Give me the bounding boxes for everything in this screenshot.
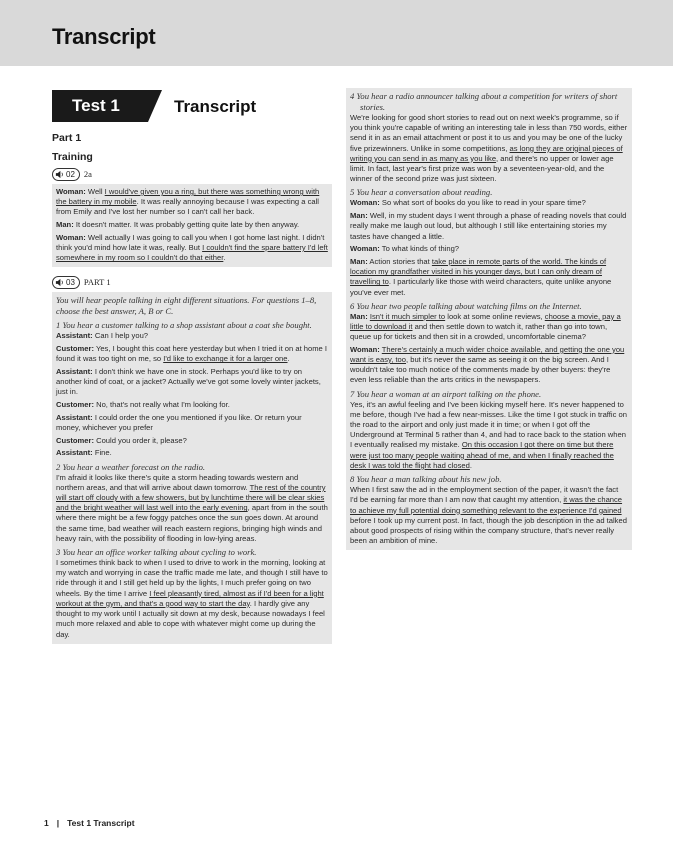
- part1-transcript-continued: [346, 88, 632, 550]
- transcript-line: Woman: There's certainly a much wider choice available, and getting the one you want is easy, too, but it's never the same as seeing it on the big screen. And I wouldn't take too much notice of the comments made by other buyers: they're even less reliable than the arts critics in the newspapers.: [350, 344, 625, 385]
- training-transcript: [52, 184, 332, 267]
- transcript-line: Assistant: I could order the one you mentioned if you like. Or return your money, whichever you prefer: [56, 412, 302, 433]
- track-label: PART 1: [83, 277, 111, 288]
- speaker-icon: [55, 278, 64, 287]
- instructions: You will hear people talking in eight different situations. For questions 1–8, choose the best answer, A, B or C.: [56, 295, 317, 317]
- transcript-paragraph: I sometimes think back to when I used to drive to work in the morning, looking at my watch and worrying in case the traffic made me late, and though I still have to ride through it and I still get held up by the lights, I much prefer going on two wheels. By the time I arrive I feel pleasantly tired, almost as if I'd been for a light workout at the gym, and that's a good way to start the day. I hardly give any thought to my work until I actually sit down at my desk, because nowadays I feel much more relaxed and able to cope with whatever might come up during the day.: [56, 558, 328, 639]
- transcript-line: Assistant: I don't think we have one in stock. Perhaps you'd like to try on another kind of coat, or a jacket? Actually we've got some lovely winter jackets, just in.: [56, 367, 321, 397]
- question-4: 4 You hear a radio announcer talking about a competition for writers of short stories.: [350, 91, 618, 112]
- page-title: Transcript: [52, 24, 156, 49]
- footer-label: Test 1 Transcript: [67, 818, 135, 828]
- question-8: 8 You hear a man talking about his new job.: [350, 474, 502, 485]
- transcript-line: Woman: Well I would've given you a ring, but there was something wrong with the battery in my mobile. It was really annoying because I was expecting a call from Emily and I've lost her number so I can't call her back.: [56, 187, 320, 217]
- question-2: 2 You hear a weather forecast on the radio.: [56, 461, 206, 472]
- right-column: [346, 88, 632, 550]
- transcript-line: Woman: Well actually I was going to call you when I got home last night. I didn't think you'd mind how late it was, really. But I couldn't find the spare battery I'd left somewhere in my room so I couldn't do that either.: [56, 232, 328, 263]
- transcript-line: Woman: So what sort of books do you like to read in your spare time?: [350, 198, 586, 208]
- transcript-line: Customer: Could you order it, please?: [56, 435, 187, 445]
- transcript-line: Man: Isn't it much simpler to look at some online reviews, choose a movie, pay a little to download it and then settle down to watch it, rather than go into town, queue up for tickets and then sit in a crowded, uncomfortable cinema?: [350, 311, 621, 342]
- transcript-line: Man: It doesn't matter. It was probably getting quite late by then anyway.: [56, 220, 300, 230]
- tab-wedge: [148, 90, 162, 122]
- header-band: [0, 0, 673, 66]
- page-footer: [44, 818, 135, 828]
- question-3: 3 You hear an office worker talking about cycling to work.: [56, 547, 257, 558]
- track-number: 02: [66, 169, 75, 179]
- track-badge[interactable]: [52, 168, 80, 181]
- transcript-line: Assistant: Fine.: [56, 448, 112, 458]
- transcript-line: Woman: To what kinds of thing?: [350, 244, 460, 254]
- footer-separator: |: [56, 818, 60, 828]
- track-badge[interactable]: [52, 276, 80, 289]
- audio-track-1[interactable]: [52, 167, 332, 181]
- test-tab: [52, 90, 332, 122]
- training-heading: Training: [52, 151, 93, 163]
- transcript-paragraph: Yes, it's an awful feeling and I've been kicking myself here. It's never happened to me before, though I've had a few near-misses. Like the time I got stuck in traffic on the road to the airport and only just made it in time; or when I got off the Underground at Terminal 5 rather than 4, and had to race back to the station when I eventually realised my mistake. On this occasion I got there on time but there were just too many people waiting ahead of me, and when I finally reached the desk I was told the flight had closed.: [350, 399, 627, 470]
- speaker-icon: [55, 170, 64, 179]
- tab-heading: Transcript: [174, 97, 257, 116]
- part1-transcript: [52, 292, 332, 643]
- question-1: 1 You hear a customer talking to a shop assistant about a coat she bought.: [56, 320, 312, 331]
- question-7: 7 You hear a woman at an airport talking on the phone.: [350, 388, 542, 399]
- question-6: 6 You hear two people talking about watching films on the Internet.: [350, 300, 582, 311]
- track-number: 03: [66, 277, 75, 287]
- part-heading: Part 1: [52, 132, 82, 144]
- audio-track-2[interactable]: [52, 275, 332, 289]
- transcript-line: Man: Well, in my student days I went through a phase of reading novels that could really make me laugh out loud, but although I still like entertaining stories my tastes have changed a little.: [350, 211, 627, 241]
- tab-label: Test 1: [72, 96, 120, 115]
- track-label: 2a: [83, 169, 92, 179]
- question-5: 5 You hear a conversation about reading.: [350, 187, 493, 198]
- transcript-paragraph: I'm afraid it looks like there's quite a storm heading towards western and northern areas, and that will arrive about dawn tomorrow. The rest of the country will start off cloudy with a few showers, but by lunchtime there will be clear skies and the bright weather will last well into the early evening, apart from in the south where there might be a few foggy patches once the sun goes down. At around the same time, bad weather will reach eastern regions, bringing high winds and heavy rain, with the possibility of flooding in low-lying areas.: [56, 472, 328, 543]
- transcript-paragraph: We're looking for good short stories to read out on next week's programme, so if you think you're capable of writing an interesting tale in less than 750 words, either send it in as an email attachment or post it to us and you may be one of the lucky five prizewinners. Unlike in some competitions, as long they are original pieces of writing you can send in as many as you like, and there's no upper or lower age limit. In fact, last year's first prize was won by a seventeen-year-old, and the winner of the second prize was just sixteen.: [350, 113, 628, 184]
- left-column: [52, 90, 332, 644]
- transcript-line: Assistant: Can I help you?: [56, 331, 149, 341]
- transcript-line: Customer: No, that's not really what I'm looking for.: [56, 400, 230, 410]
- page-number: 1: [44, 818, 49, 828]
- transcript-line: Man: Action stories that take place in remote parts of the world. The kinds of location my grandfather visited in his younger days, but I can only dream of travelling to. I particularly like those with weird characters, quite unlike anyone you've ever met.: [350, 256, 612, 297]
- transcript-paragraph: When I first saw the ad in the employment section of the paper, it wasn't the fact I'd be earning far more than I am now that caught my attention, it was the chance to achieve my full potential doing something relevant to the experience I'd gained before I took up my current post. In fact, though the job description in the ad talked about good prospects of rising within the company structure, that's never really been an ambition of mine.: [350, 485, 627, 546]
- transcript-line: Customer: Yes, I bought this coat here yesterday but when I tried it on at home I found it was too tight on me, so I'd like to exchange it for a larger one.: [56, 344, 328, 364]
